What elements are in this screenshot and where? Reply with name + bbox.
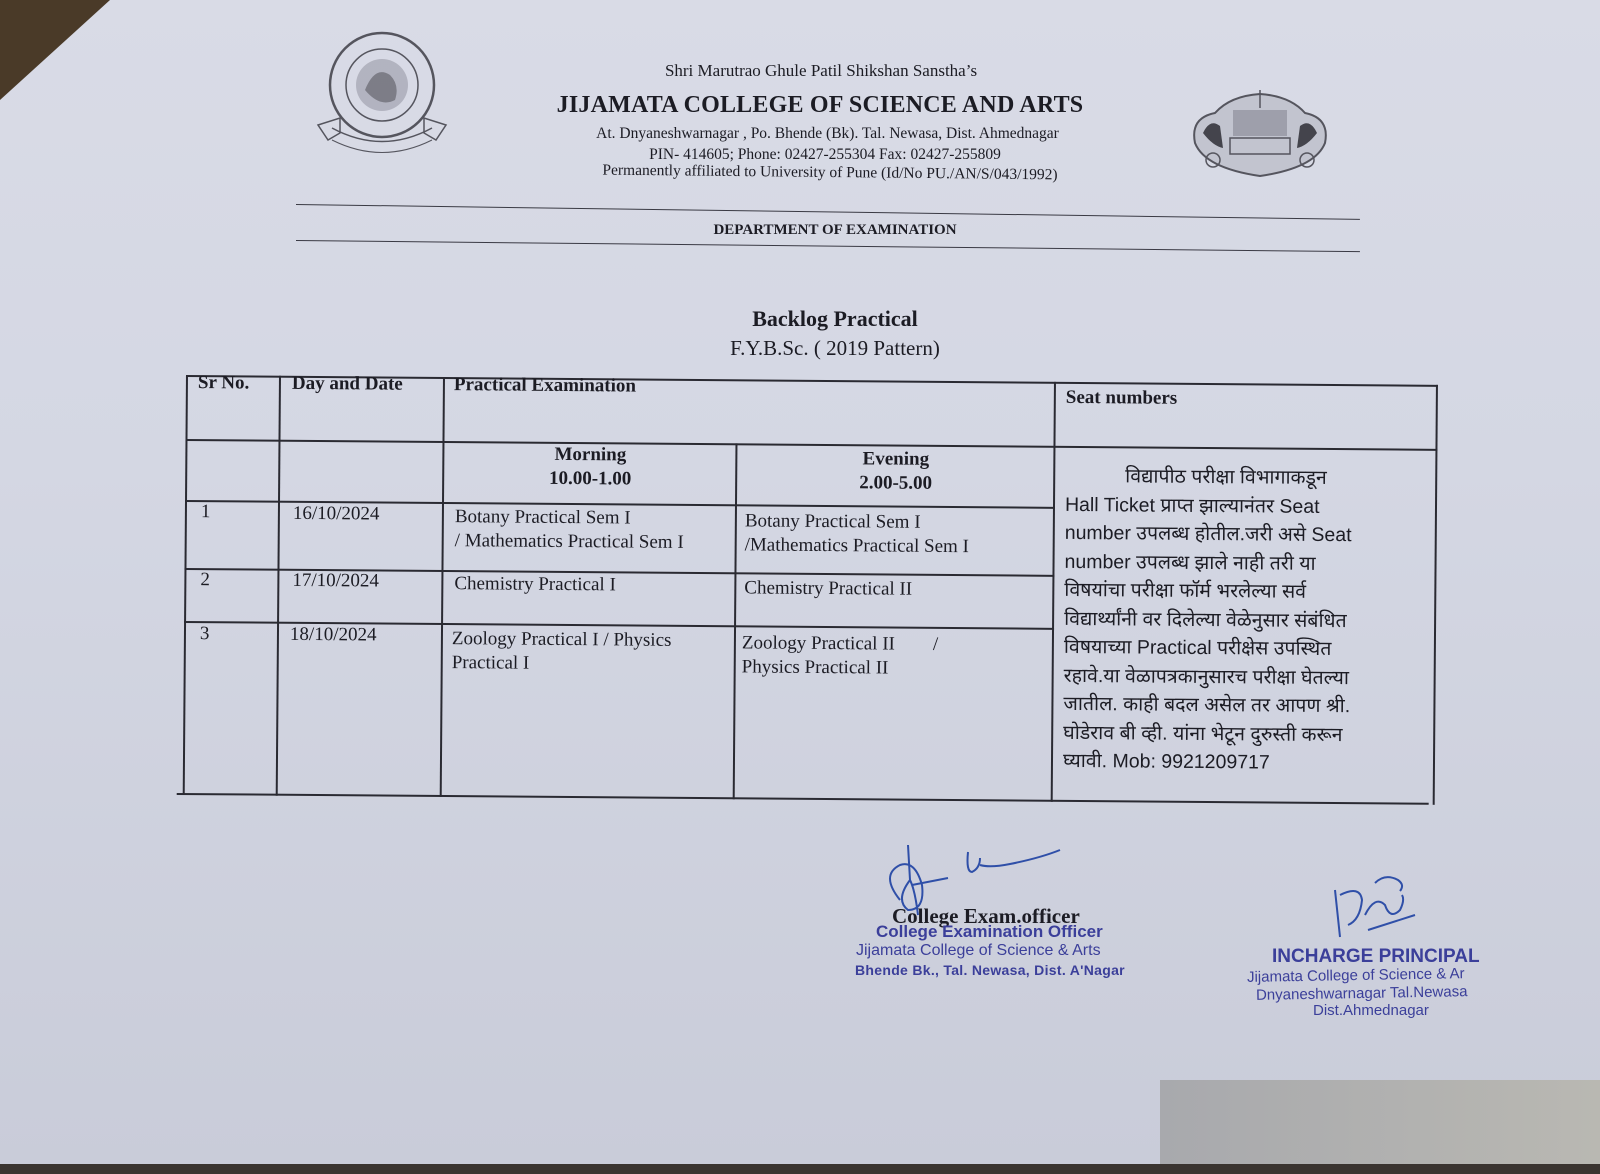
affiliation-line: Permanently affiliated to University of Pune (Id/No PU./AN/S/043/1992) xyxy=(602,161,1058,184)
row-evening-exam: Zoology Practical II / xyxy=(741,632,939,655)
row-sr: 3 xyxy=(199,623,210,645)
seat-note-line: Hall Ticket प्राप्त झाल्यानंतर Seat xyxy=(1064,493,1320,518)
seat-note-line: विषयाच्या Practical परीक्षेस उपस्थित xyxy=(1063,635,1332,661)
exam-officer-stamp-address: Bhende Bk., Tal. Newasa, Dist. A'Nagar xyxy=(855,962,1125,978)
row-morning-exam: Chemistry Practical I xyxy=(454,573,616,596)
principal-stamp-place: Dnyaneshwarnagar Tal.Newasa xyxy=(1255,983,1468,1004)
college-contact: PIN- 414605; Phone: 02427-255304 Fax: 02427-255809 xyxy=(649,146,1001,163)
row-sr: 1 xyxy=(200,501,211,523)
seat-note-line: विद्यार्थ्यांनी वर दिलेल्या वेळेनुसार संबंधित xyxy=(1064,607,1347,632)
header-seat-numbers: Seat numbers xyxy=(1065,386,1178,409)
institution-seal-logo xyxy=(310,30,460,155)
seat-note-line: विद्यापीठ परीक्षा विभागाकडून xyxy=(1125,465,1327,489)
row-morning-exam: Zoology Practical I / Physics xyxy=(451,628,672,651)
row-morning-exam: / Mathematics Practical Sem I xyxy=(454,530,684,553)
paper-fold-shadow xyxy=(1160,1080,1600,1164)
table-col-divider xyxy=(733,443,737,799)
seat-note-line: रहावे.या वेळापत्रकानुसारच परीक्षा घेतल्या xyxy=(1063,664,1350,689)
header-sr-no: Sr No. xyxy=(197,372,250,394)
row-sr: 2 xyxy=(200,569,210,591)
department-title: DEPARTMENT OF EXAMINATION xyxy=(713,222,957,238)
principal-stamp-title: INCHARGE PRINCIPAL xyxy=(1272,946,1480,967)
session-morning-time: 10.00-1.00 xyxy=(548,467,632,490)
seat-note-line: जातील. काही बदल असेल तर आपण श्री. xyxy=(1063,692,1351,718)
header-practical-exam: Practical Examination xyxy=(453,374,637,397)
university-emblem-logo xyxy=(1185,88,1335,183)
row-evening-exam: Botany Practical Sem I xyxy=(744,510,921,533)
row-morning-exam: Botany Practical Sem I xyxy=(454,506,631,529)
table-border-bottom xyxy=(177,793,1429,805)
row-date: 16/10/2024 xyxy=(292,502,380,525)
row-evening-exam: /Mathematics Practical Sem I xyxy=(744,534,969,558)
exam-officer-stamp-college: Jijamata College of Science & Arts xyxy=(856,942,1101,959)
seat-note-line: विषयांचा परीक्षा फॉर्म भरलेल्या सर्व xyxy=(1064,578,1307,603)
timetable xyxy=(183,372,1461,825)
sanstha-name: Shri Marutrao Ghule Patil Shikshan Sanstha’s xyxy=(664,61,978,80)
principal-signature xyxy=(1330,875,1420,945)
row-date: 18/10/2024 xyxy=(289,623,377,646)
principal-stamp-college: Jijamata College of Science & Ar xyxy=(1246,965,1465,986)
seat-note-line: घोडेराव बी व्ही. यांना भेटून दुरुस्ती करून xyxy=(1063,721,1343,746)
seat-note-line: number उपलब्ध झाले नाही तरी या xyxy=(1064,550,1316,575)
college-address: At. Dnyaneshwarnagar , Po. Bhende (Bk). Tal. Newasa, Dist. Ahmednagar xyxy=(596,125,1059,142)
exam-officer-title: College Exam.officer xyxy=(892,904,1080,928)
row-evening-exam: Physics Practical II xyxy=(741,656,889,679)
session-morning-label: Morning xyxy=(554,443,627,466)
document-title: Backlog Practical xyxy=(752,306,918,331)
row-evening-exam: Chemistry Practical II xyxy=(744,577,913,600)
session-evening-time: 2.00-5.00 xyxy=(859,472,933,494)
principal-stamp-district: Dist.Ahmednagar xyxy=(1313,1002,1429,1019)
row-morning-exam: Practical I xyxy=(451,652,530,674)
seat-numbers-note xyxy=(1063,462,1445,778)
exam-officer-stamp-title: College Examination Officer xyxy=(876,922,1103,941)
document-subtitle: F.Y.B.Sc. ( 2019 Pattern) xyxy=(730,336,940,360)
seat-note-line: number उपलब्ध होतील.जरी असे Seat xyxy=(1064,521,1352,547)
seat-note-line: घ्यावी. Mob: 9921209717 xyxy=(1062,749,1270,774)
header-day-date: Day and Date xyxy=(291,372,403,395)
session-evening-label: Evening xyxy=(862,448,930,470)
college-name: JIJAMATA COLLEGE OF SCIENCE AND ARTS xyxy=(556,92,1084,118)
desk-surface xyxy=(0,1164,1600,1174)
row-date: 17/10/2024 xyxy=(292,569,380,592)
